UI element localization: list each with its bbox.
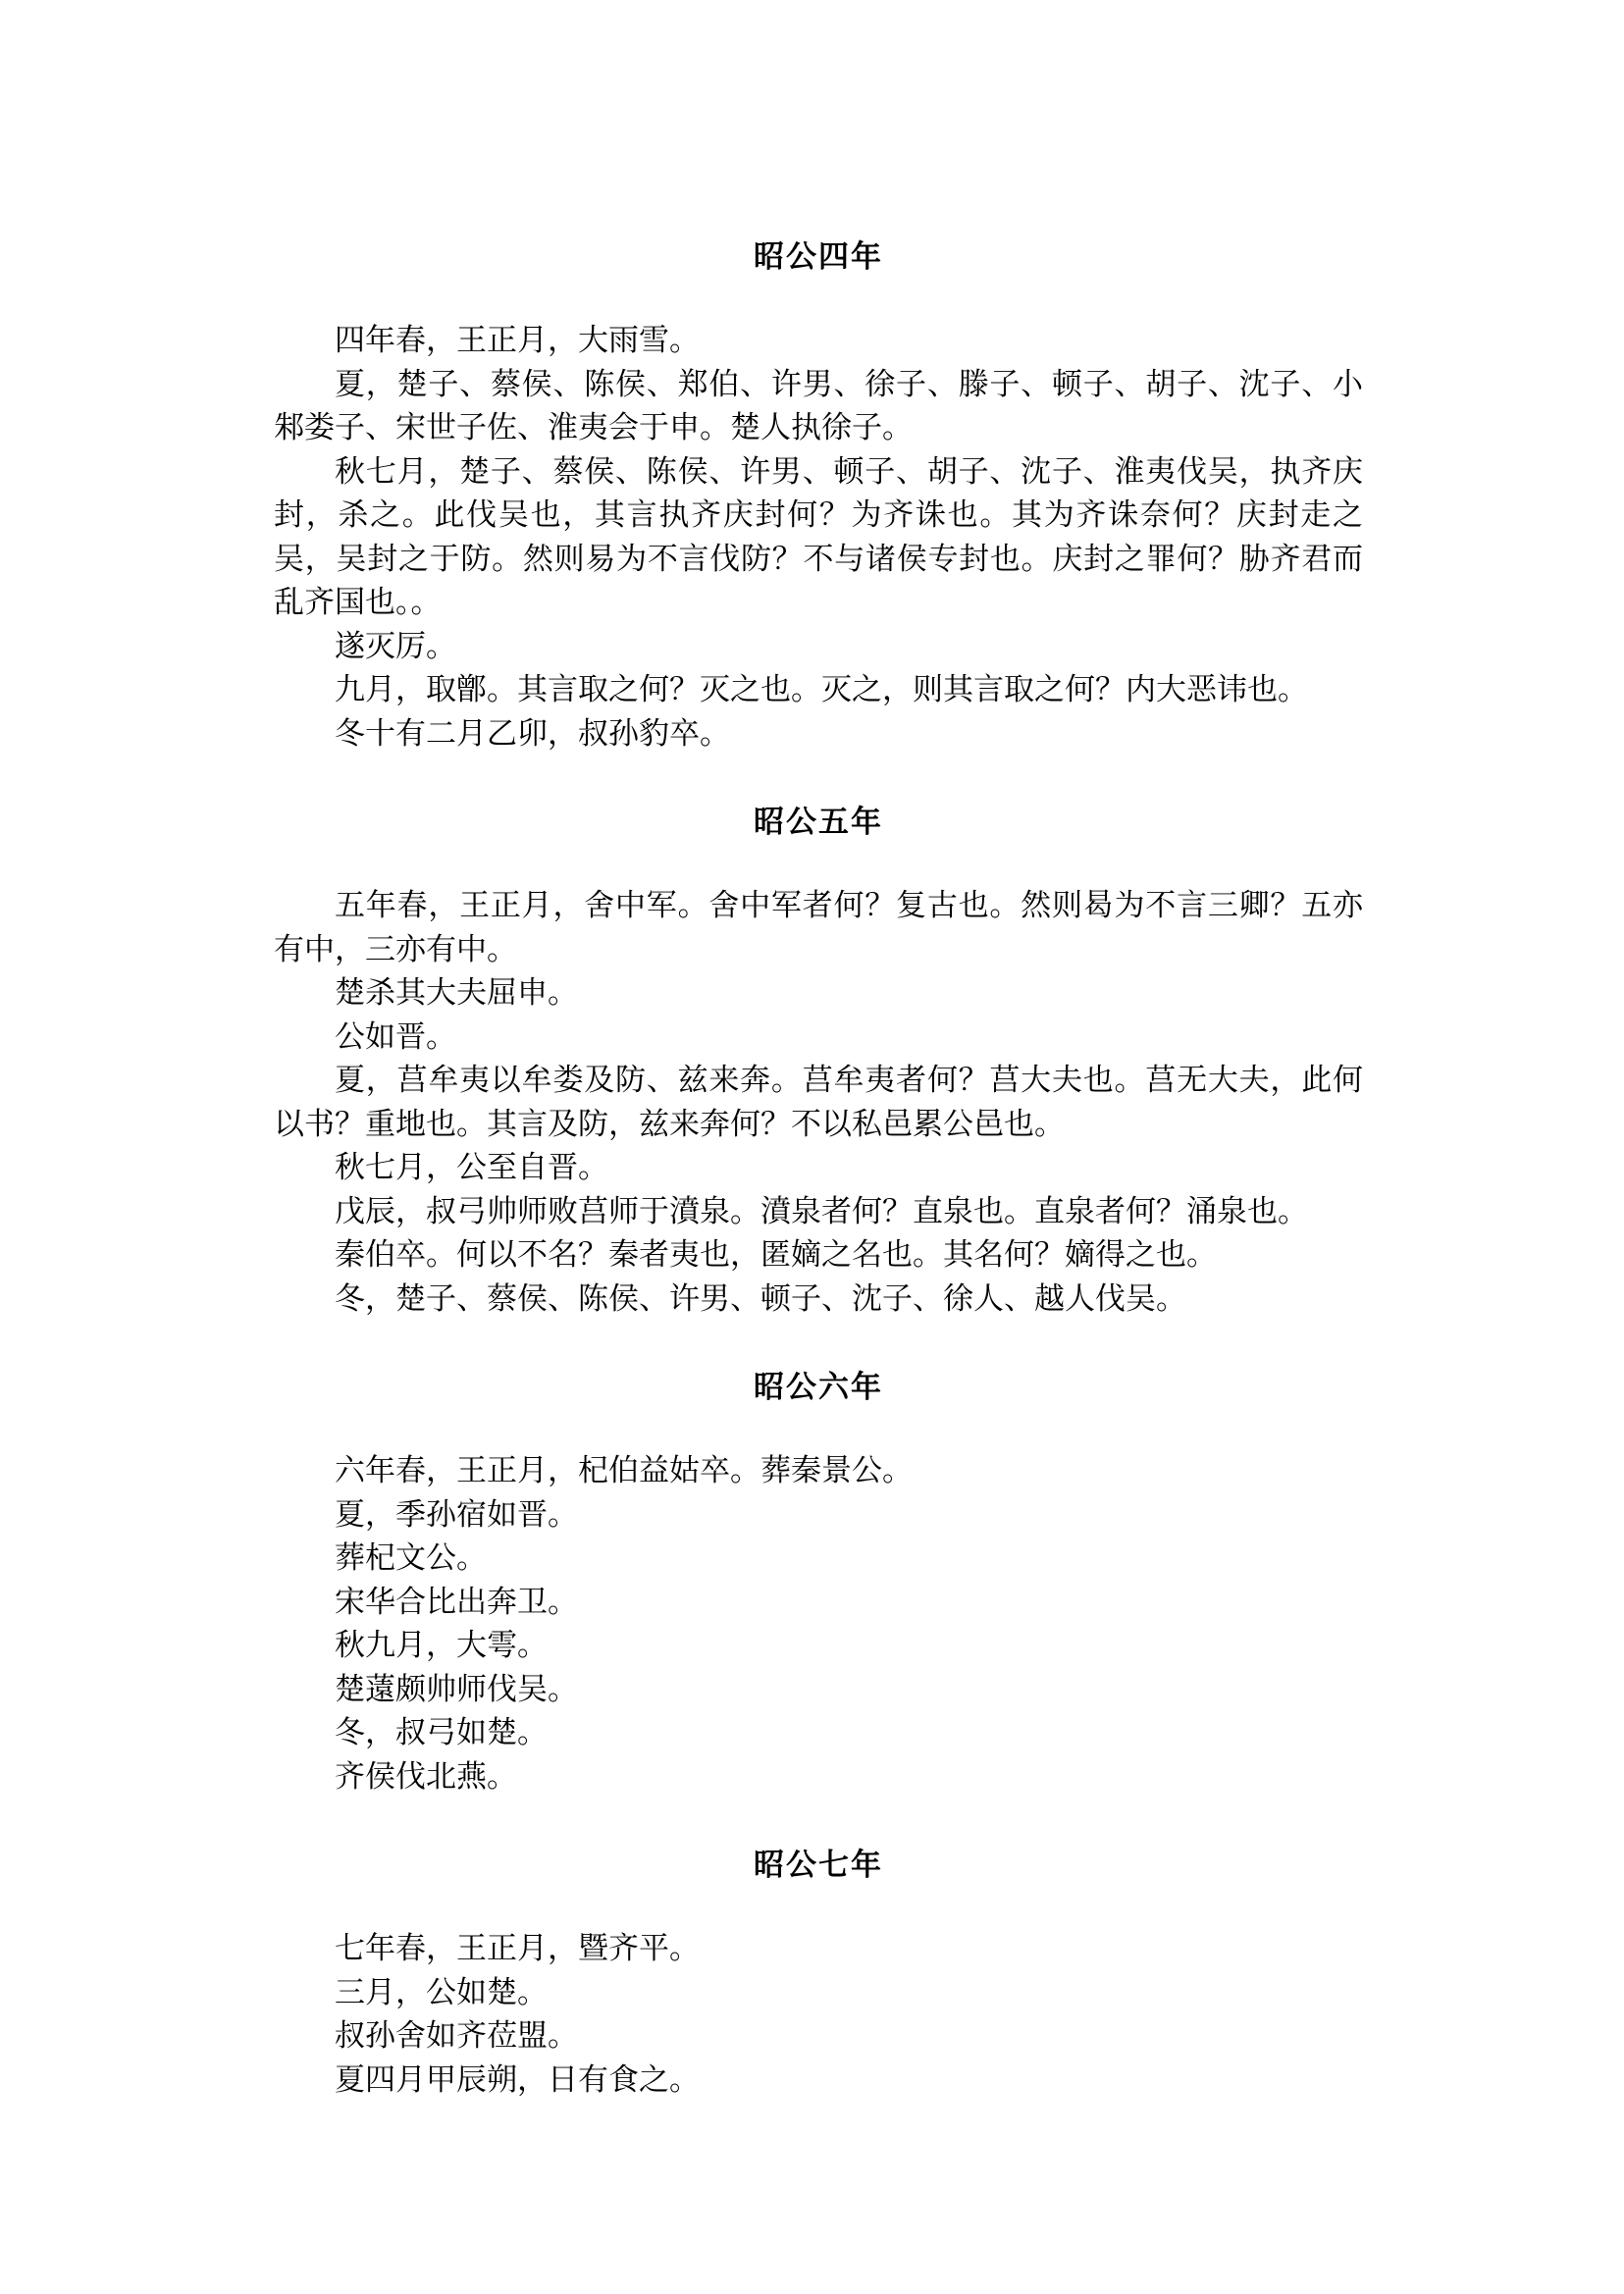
paragraph: 冬，楚子、蔡侯、陈侯、许男、顿子、沈子、徐人、越人伐吴。 [335,1280,1186,1317]
paragraph: 冬，叔弓如楚。 [335,1715,548,1750]
chapter-title: 昭公四年 [754,239,883,275]
chapter-zhaogong-4 [274,235,1363,756]
paragraph: 五年春，王正月，舍中军。舍中军者何？复古也。然则曷为不言三卿？五亦有中，三亦有中。 [274,888,1363,967]
paragraph: 戊辰，叔弓帅师败莒师于濆泉。濆泉者何？直泉也。直泉者何？涌泉也。 [335,1193,1308,1229]
paragraph: 夏，楚子、蔡侯、陈侯、郑伯、许男、徐子、滕子、顿子、胡子、沈子、小邾娄子、宋世子佐、淮夷会于申。楚人执徐子。 [274,366,1363,445]
section-gap [274,1799,1363,1844]
paragraph: 宋华合比出奔卫。 [335,1584,578,1620]
paragraph: 三月，公如楚。 [335,1974,548,2010]
chapter-title: 昭公五年 [754,805,883,840]
section-gap [274,1321,1363,1366]
paragraph: 遂灭厉。 [335,628,456,664]
paragraph: 秦伯卒。何以不名？秦者夷也，匿嫡之名也。其名何？嫡得之也。 [335,1237,1217,1273]
paragraph: 六年春，王正月，杞伯益姑卒。葬秦景公。 [335,1453,913,1488]
chapter-zhaogong-5 [274,801,1363,1321]
paragraph: 秋七月，公至自晋。 [335,1150,608,1185]
chapter-zhaogong-6 [274,1366,1363,1799]
paragraph: 夏，莒牟夷以牟娄及防、兹来奔。莒牟夷者何？莒大夫也。莒无大夫，此何以书？重地也。其言及防，兹来奔何？不以私邑累公邑也。 [274,1063,1363,1142]
paragraph: 楚杀其大夫屈申。 [335,975,578,1011]
paragraph: 葬杞文公。 [335,1540,487,1576]
paragraph: 夏，季孙宿如晋。 [335,1496,578,1533]
paragraph: 秋九月，大雩。 [335,1628,548,1663]
document-page [274,235,1363,2102]
paragraph: 七年春，王正月，暨齐平。 [335,1931,700,1966]
paragraph: 叔孙舍如齐莅盟。 [335,2018,578,2054]
paragraph: 冬十有二月乙卯，叔孙豹卒。 [335,715,730,752]
section-gap [274,756,1363,801]
paragraph: 九月，取鄫。其言取之何？灭之也。灭之，则其言取之何？内大恶讳也。 [335,672,1308,707]
paragraph: 秋七月，楚子、蔡侯、陈侯、许男、顿子、胡子、沈子、淮夷伐吴，执齐庆封，杀之。此伐吴也，其言执齐庆封何？为齐诛也。其为齐诛奈何？庆封走之吴，吴封之于防。然则易为不言伐防？不与诸侯专封也。庆封之罪何？胁齐君而乱齐国也。。 [274,453,1363,620]
paragraph: 楚薳颇帅师伐吴。 [335,1671,578,1707]
paragraph: 公如晋。 [335,1018,456,1055]
paragraph: 齐侯伐北燕。 [335,1758,517,1795]
chapter-title: 昭公六年 [754,1370,883,1405]
paragraph: 四年春，王正月，大雨雪。 [335,323,700,358]
chapter-zhaogong-7 [274,1844,1363,2102]
paragraph: 夏四月甲辰朔，日有食之。 [335,2061,700,2098]
chapter-title: 昭公七年 [754,1848,883,1883]
